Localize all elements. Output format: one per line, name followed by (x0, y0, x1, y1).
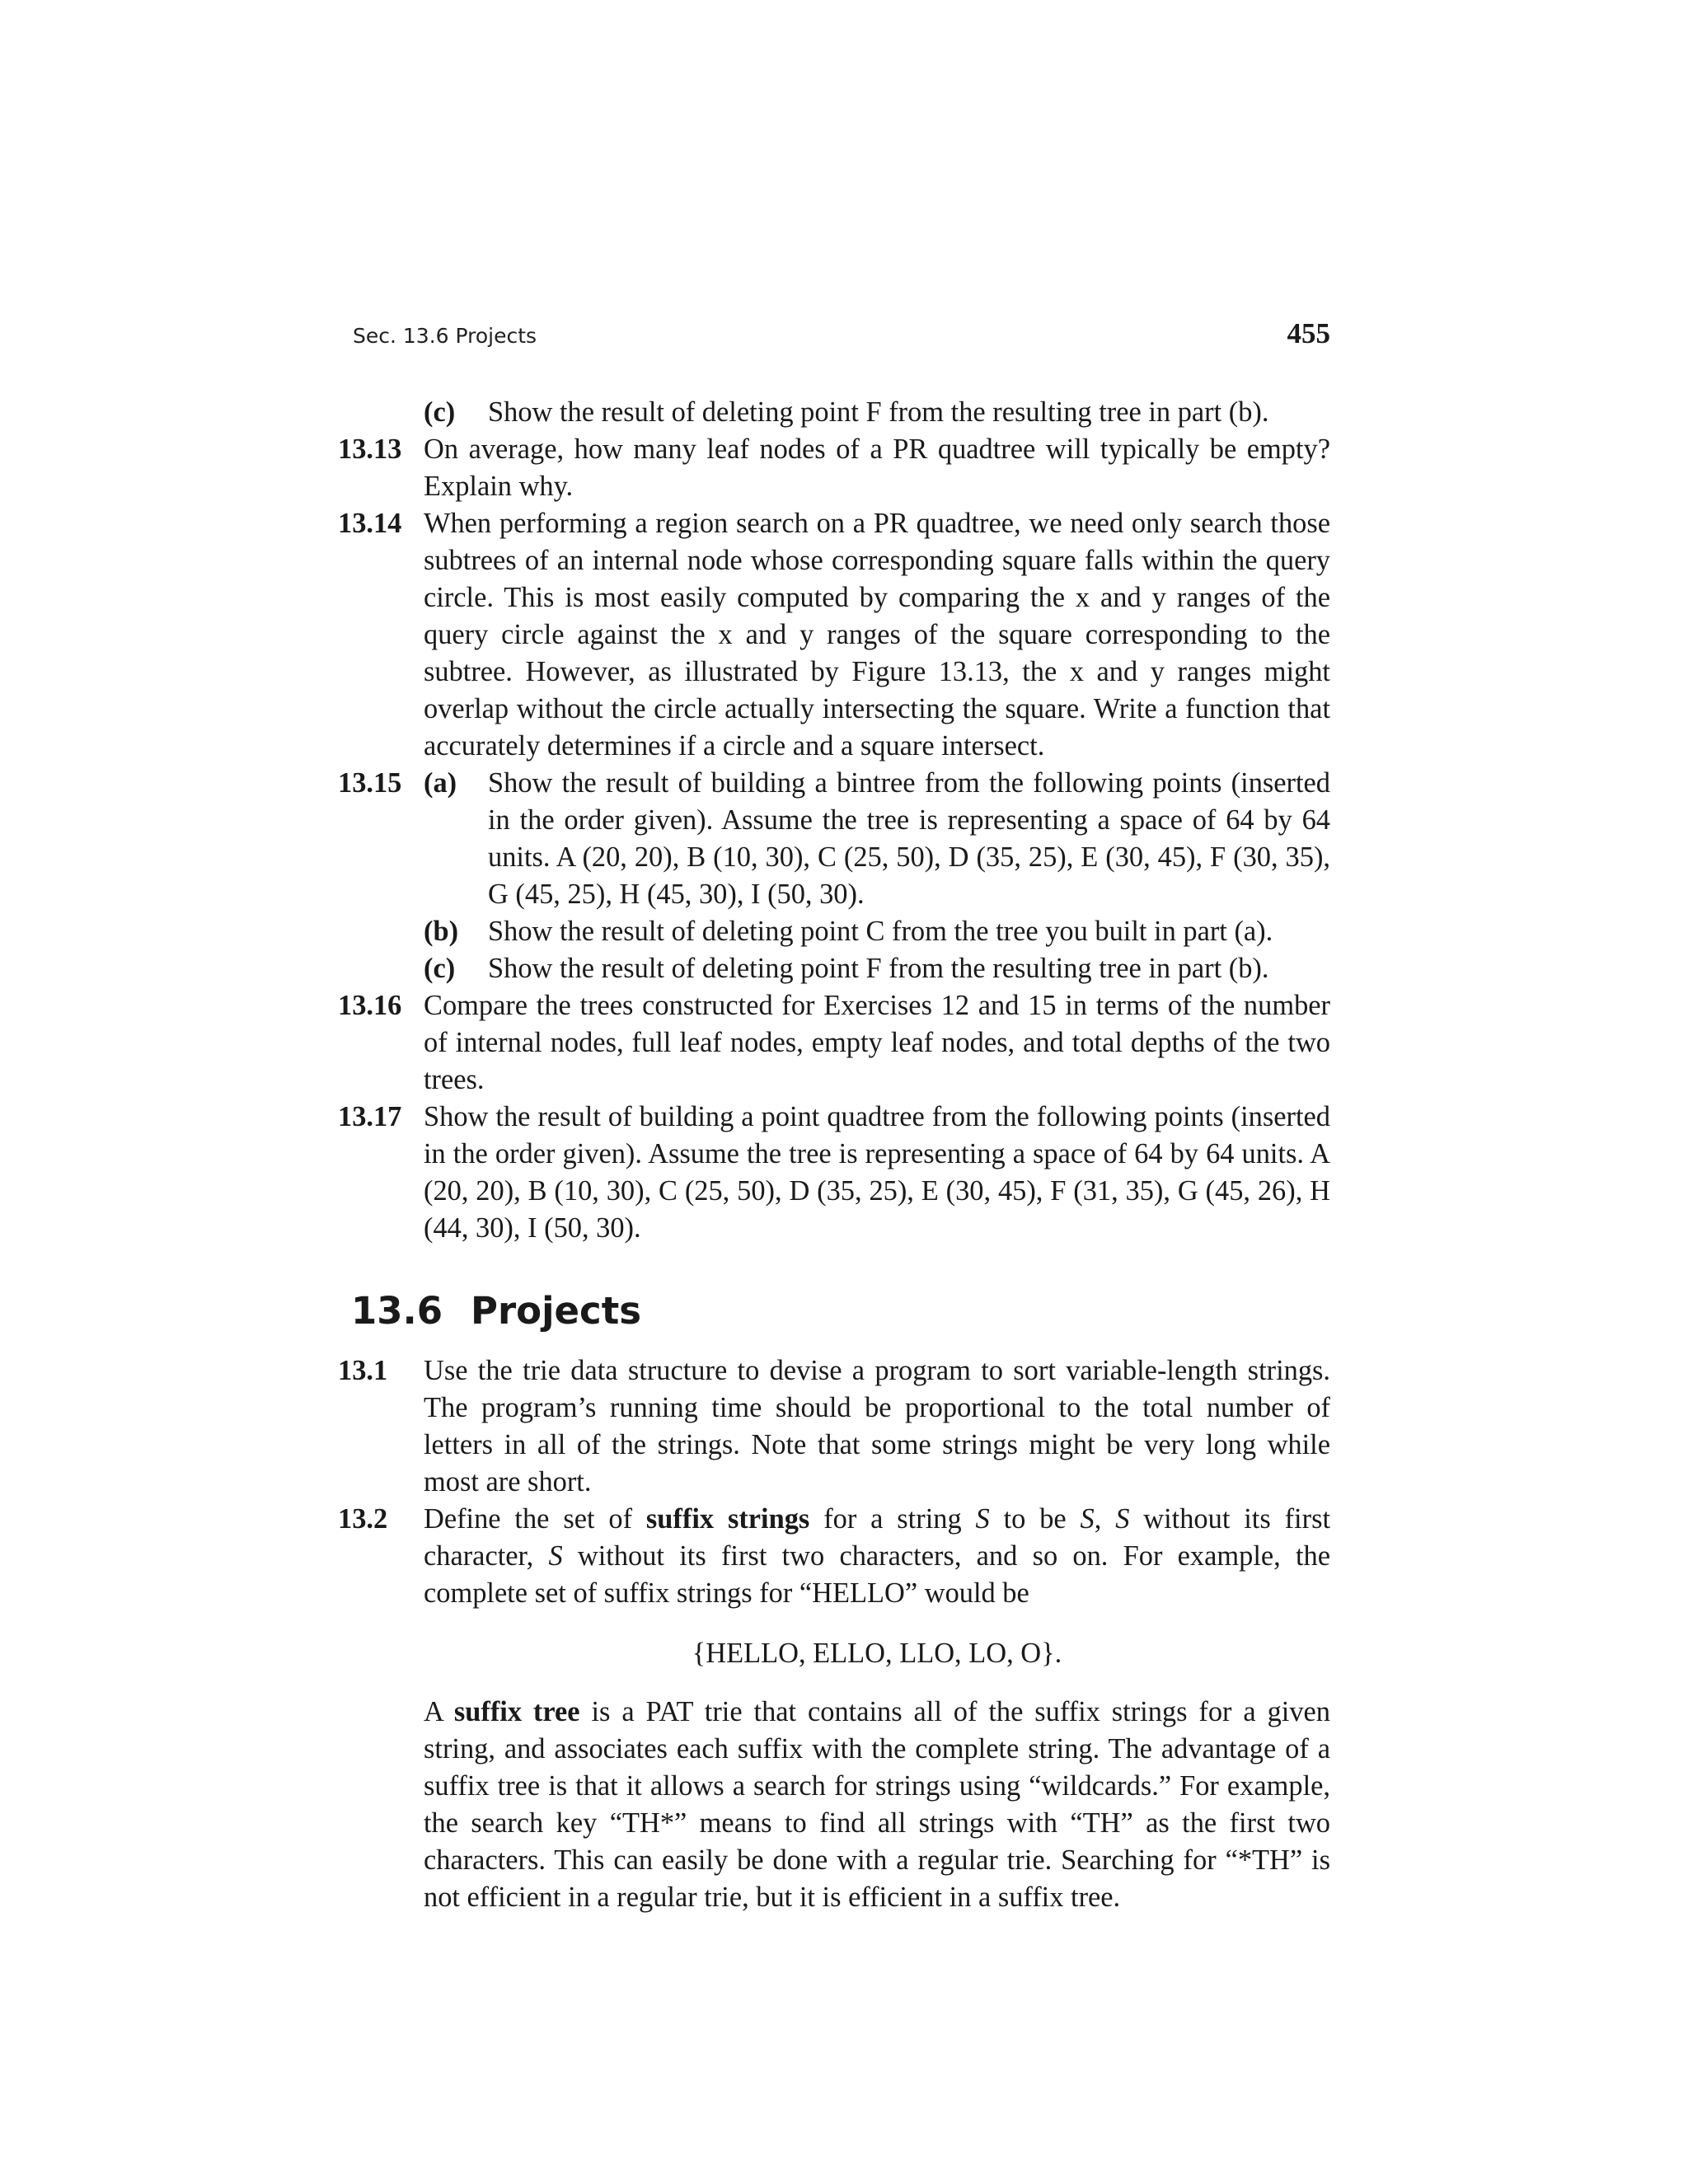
exercise-number: 13.14 (338, 508, 402, 539)
project-number: 13.2 (338, 1503, 388, 1535)
page-body (338, 394, 1330, 1916)
exercise-13-13 (338, 431, 1330, 505)
exercise-13-14 (338, 505, 1330, 765)
exercise-text: Compare the trees constructed for Exercises 12 and 15 in terms of the number of internal nodes, full leaf nodes, empty leaf nodes, and total depths of the two trees. (424, 990, 1330, 1095)
part-label: (c) (424, 953, 456, 984)
project-text-1: Define the set of (424, 1503, 646, 1535)
project-text-5: without its first character, (424, 1503, 1331, 1572)
section-number: 13.6 (351, 1289, 443, 1333)
para-text-start: A (424, 1696, 454, 1727)
project-text-2: for a string (809, 1503, 976, 1535)
exercise-number: 13.13 (338, 434, 402, 465)
variable-s: S (1080, 1503, 1095, 1535)
running-head-section: Sec. 13.6 Projects (353, 324, 537, 348)
part-text: Show the result of deleting point F from the resulting tree in part (b). (488, 396, 1269, 428)
exercise-text: On average, how many leaf nodes of a PR quadtree will typically be empty? Explain why. (424, 434, 1330, 502)
para-text-rest: is a PAT trie that contains all of the suffix strings for a given string, and associates each suffix with the complete string. The advantage of a suffix tree is that it allows a search for strings using “wildcards.” For example, the search key “TH*” means to find all strings with “TH” as the first two characters. This can easily be done with a regular trie. Searching for “*TH” is not efficient in a regular trie, but it is efficient in a suffix tree. (424, 1696, 1330, 1913)
project-13-1 (338, 1352, 1330, 1501)
exercise-13-16 (338, 987, 1330, 1099)
project-text-4: , (1094, 1503, 1116, 1535)
exercise-13-15 (338, 765, 1330, 987)
exercise-12-part-c (424, 394, 1330, 431)
suffix-tree-paragraph (424, 1694, 1330, 1916)
term-suffix-tree: suffix tree (453, 1696, 580, 1727)
exercise-text: When performing a region search on a PR quadtree, we need only search those subtrees of an internal node whose corresponding square falls within the query circle. This is most easily computed by comparing the x and y ranges of the query circle against the x and y ranges of the square corresponding to the subtree. However, as illustrated by Figure 13.13, the x and y ranges might overlap without the circle actually intersecting the square. Write a function that accurately determines if a circle and a square intersect. (424, 508, 1330, 762)
part-label: (a) (424, 767, 457, 799)
variable-s: S (1115, 1503, 1130, 1535)
project-text-3: to be (989, 1503, 1081, 1535)
part-text: Show the result of deleting point F from the resulting tree in part (b). (488, 953, 1269, 984)
page-number: 455 (1287, 317, 1330, 349)
project-13-2 (338, 1501, 1330, 1612)
part-label: (c) (424, 396, 456, 428)
exercise-number: 13.16 (338, 990, 402, 1021)
running-head (353, 317, 1330, 359)
section-title: Projects (471, 1289, 642, 1333)
exercise-text: Show the result of building a point quadtree from the following points (inserted in the order given). Assume the tree is representing a space of 64 by 64 units. A (20, 20), B (10, 30), C (25, 50), D (35, 25), E (30, 45), F (31, 35), G (45, 26), H (44, 30), I (50, 30). (424, 1101, 1330, 1244)
exercise-number: 13.15 (338, 767, 402, 799)
term-suffix-strings: suffix strings (645, 1503, 810, 1535)
variable-s: S (975, 1503, 990, 1535)
project-number: 13.1 (338, 1355, 388, 1386)
suffix-set-display: {HELLO, ELLO, LLO, LO, O}. (692, 1638, 1062, 1669)
part-text: Show the result of deleting point C from the tree you built in part (a). (488, 916, 1273, 947)
part-text: Show the result of building a bintree from the following points (inserted in the order given). Assume the tree is representing a space of 64 by 64 units. A (20, 20), B (10, 30), C (25, 50), D (35, 25), E (30, 45), F (30, 35), G (45, 25), H (45, 30), I (50, 30). (488, 767, 1330, 910)
variable-s: S (548, 1540, 563, 1572)
exercise-13-15-part-a (424, 765, 1330, 913)
exercise-13-15-part-c (424, 950, 1330, 987)
project-text: Use the trie data structure to devise a program to sort variable-length strings. The program’s running time should be proportional to the total number of letters in all of the strings. Note that some strings might be very long while most are short. (424, 1355, 1330, 1497)
part-label: (b) (424, 916, 459, 947)
section-heading (338, 1286, 1330, 1336)
exercise-13-15-part-b (424, 913, 1330, 950)
exercise-number: 13.17 (338, 1101, 402, 1132)
project-text-6: without its first two characters, and so on. For example, the complete set of suffix strings for “HELLO” would be (424, 1540, 1330, 1609)
exercise-13-17 (338, 1099, 1330, 1247)
